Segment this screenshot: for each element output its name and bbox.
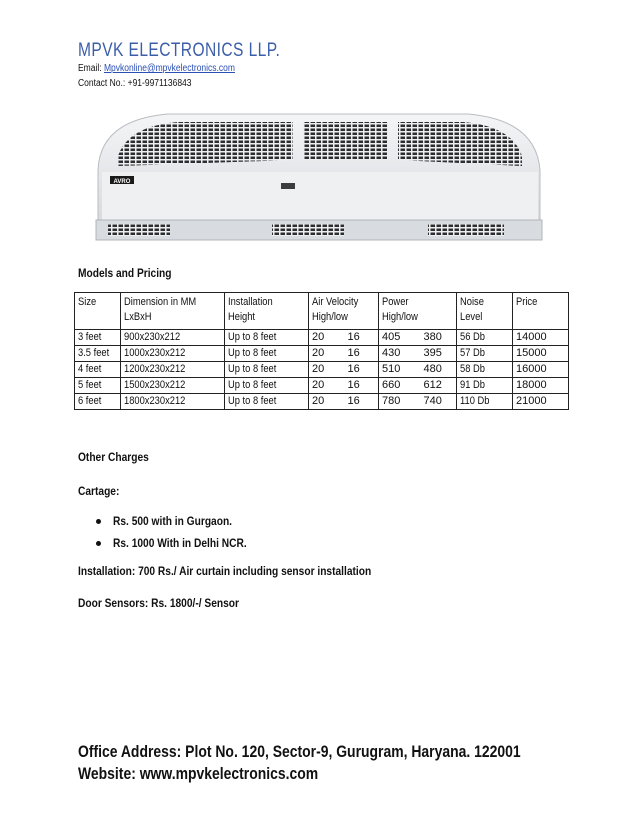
table-cell: 16 (345, 394, 379, 410)
cartage-label: Cartage: (78, 484, 120, 498)
table-cell: 612 (421, 378, 457, 394)
table-cell: 1800x230x212 (121, 394, 225, 410)
table-cell: Up to 8 feet (225, 378, 309, 394)
table-cell: 780 (379, 394, 421, 410)
column-header: Size (75, 293, 121, 330)
company-name: MPVK ELECTRONICS LLP. (78, 40, 281, 61)
table-cell: 16 (345, 346, 379, 362)
table-cell: 4 feet (75, 362, 121, 378)
column-header: Noise Level (457, 293, 513, 330)
grille-middle (303, 122, 388, 160)
table-cell: 405 (379, 330, 421, 346)
table-header-row (75, 293, 569, 330)
table-cell: 21000 (513, 394, 569, 410)
table-cell: 1200x230x212 (121, 362, 225, 378)
column-header: Installation Height (225, 293, 309, 330)
email-label: Email: (78, 63, 104, 74)
table-cell: 20 (309, 330, 345, 346)
list-item: Rs. 500 with in Gurgaon. (96, 510, 270, 532)
table-cell: 58 Db (457, 362, 513, 378)
table-cell: 16 (345, 378, 379, 394)
table-cell: Up to 8 feet (225, 362, 309, 378)
table-cell: 20 (309, 394, 345, 410)
table-row (75, 378, 569, 394)
column-header: Price (513, 293, 569, 330)
table-cell: 6 feet (75, 394, 121, 410)
table-cell: 900x230x212 (121, 330, 225, 346)
table-row (75, 362, 569, 378)
table-cell: 14000 (513, 330, 569, 346)
table-cell: 57 Db (457, 346, 513, 362)
bullet-icon (96, 519, 101, 524)
table-cell: 20 (309, 362, 345, 378)
email-line (78, 63, 263, 74)
table-cell: 430 (379, 346, 421, 362)
office-address: Office Address: Plot No. 120, Sector-9, Gurugram, Haryana. 122001 (78, 742, 521, 761)
column-header: Dimension in MM LxBxH (121, 293, 225, 330)
door-sensors-line: Door Sensors: Rs. 1800/-/ Sensor (78, 596, 239, 610)
air-curtain-image (88, 108, 548, 250)
table-cell: 91 Db (457, 378, 513, 394)
table-row (75, 330, 569, 346)
table-row (75, 394, 569, 410)
table-cell: Up to 8 feet (225, 346, 309, 362)
table-cell: 110 Db (457, 394, 513, 410)
table-cell: 18000 (513, 378, 569, 394)
table-cell: 1500x230x212 (121, 378, 225, 394)
table-cell: 380 (421, 330, 457, 346)
table-cell: 16 (345, 330, 379, 346)
brand-badge: AVRO (113, 179, 131, 185)
table-cell: Up to 8 feet (225, 330, 309, 346)
table-cell: 16 (345, 362, 379, 378)
table-row (75, 346, 569, 362)
table-cell: 3.5 feet (75, 346, 121, 362)
footer (78, 741, 618, 785)
table-cell: 1000x230x212 (121, 346, 225, 362)
models-heading: Models and Pricing (78, 266, 172, 280)
other-charges-heading: Other Charges (78, 450, 149, 464)
table-cell: Up to 8 feet (225, 394, 309, 410)
column-header: Air Velocity High/low (309, 293, 379, 330)
list-item: Rs. 1000 With in Delhi NCR. (96, 532, 270, 554)
table-cell: 660 (379, 378, 421, 394)
column-header: Power High/low (379, 293, 457, 330)
table-cell: 20 (309, 378, 345, 394)
contact-line: Contact No.: +91-9971136843 (78, 78, 192, 89)
table-cell: 395 (421, 346, 457, 362)
email-link[interactable]: Mpvkonline@mpvkelectronics.com (103, 63, 235, 74)
table-cell: 480 (421, 362, 457, 378)
table-cell: 740 (421, 394, 457, 410)
table-cell: 56 Db (457, 330, 513, 346)
bullet-icon (96, 541, 101, 546)
cartage-list (96, 510, 270, 554)
table-cell: 16000 (513, 362, 569, 378)
table-cell: 20 (309, 346, 345, 362)
pricing-table (74, 292, 569, 410)
table-cell: 15000 (513, 346, 569, 362)
website-line: Website: www.mpvkelectronics.com (78, 764, 319, 783)
installation-line: Installation: 700 Rs./ Air curtain including sensor installation (78, 564, 372, 578)
table-cell: 510 (379, 362, 421, 378)
table-cell: 3 feet (75, 330, 121, 346)
table-cell: 5 feet (75, 378, 121, 394)
